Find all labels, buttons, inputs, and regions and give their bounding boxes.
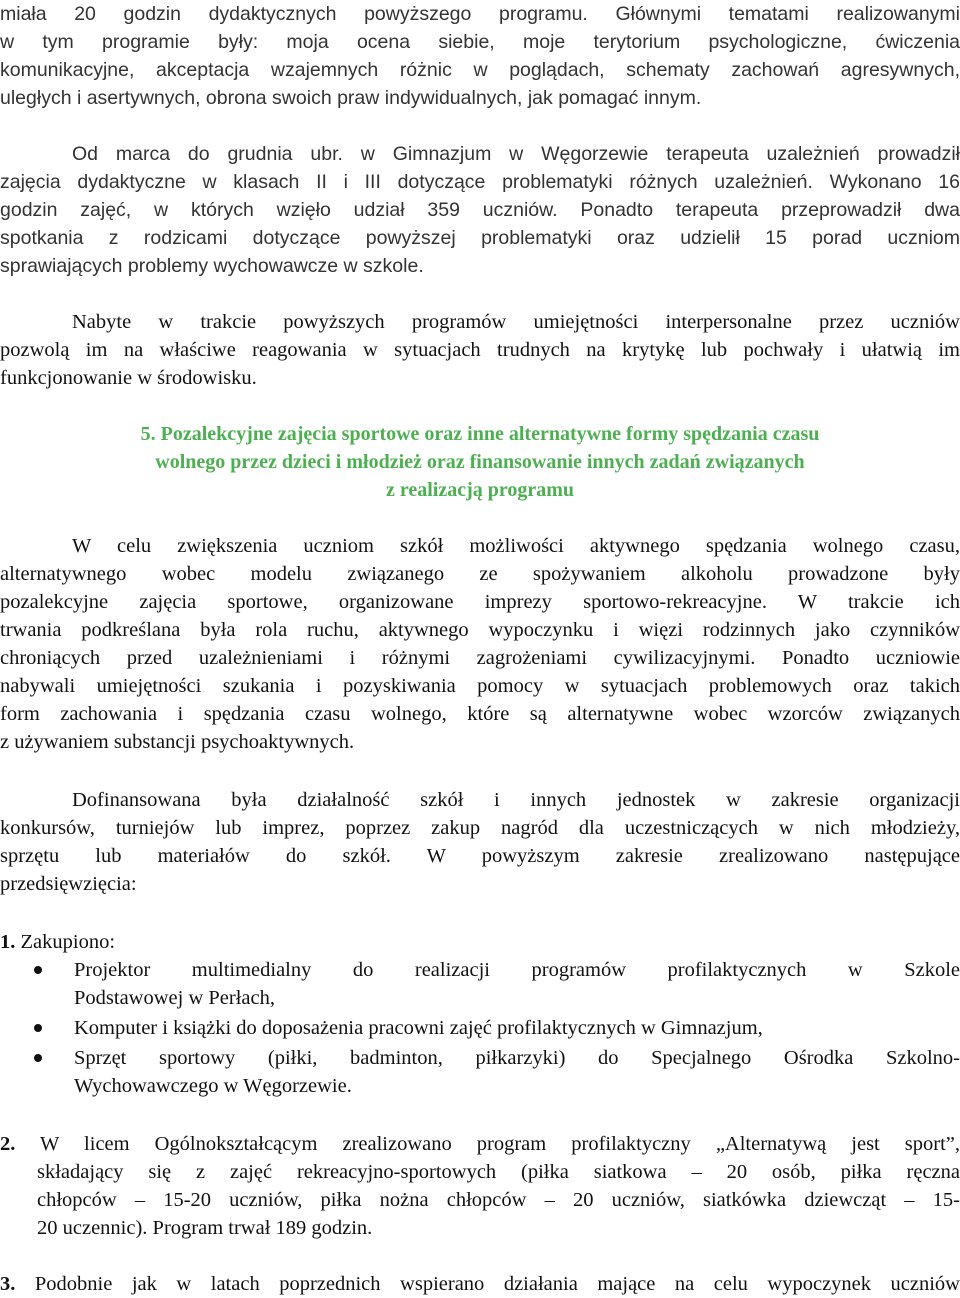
bullet-line: Podstawowej w Perłach, <box>74 987 275 1009</box>
paragraph-line: przedsięwzięcia: <box>0 873 137 895</box>
paragraph-line: Dofinansowana była działalność szkół i innych jednostek w zakresie organizacji <box>72 789 960 811</box>
section-heading: wolnego przez dzieci i młodzież oraz finansowanie innych zadań związanych <box>155 451 805 473</box>
text-line: miała 20 godzin dydaktycznych powyższego programu. Głównymi tematami realizowanymi <box>0 3 960 25</box>
bullet-line: Komputer i książki do doposażenia pracowni zajęć profilaktycznych w Gimnazjum, <box>74 1017 763 1039</box>
bullet-line: Sprzęt sportowy (piłki, badminton, piłkarzyki) do Specjalnego Ośrodka Szkolno- <box>74 1047 960 1069</box>
section-heading: z realizacją programu <box>385 479 575 501</box>
item-number: 3. <box>0 1273 16 1295</box>
numbered-item-2 <box>0 1130 960 1158</box>
item-number: 2. <box>0 1133 16 1155</box>
numbered-item-3 <box>0 1270 960 1298</box>
item-text: W licem Ogólnokształcącym zrealizowano program profilaktyczny „Alternatywą jest sport”, <box>15 1133 960 1155</box>
paragraph-line: pozalekcyjne zajęcia sportowe, organizowane imprezy sportowo-rekreacyjne. W trakcie ich <box>0 591 960 613</box>
bullet-icon <box>34 1024 42 1032</box>
numbered-item-1 <box>0 928 960 956</box>
bullet-line: Wychowawczego w Węgorzewie. <box>74 1075 352 1097</box>
paragraph-line: sprzętu lub materiałów do szkół. W powyższym zakresie zrealizowano następujące <box>0 845 960 867</box>
item-line: 20 uczennic). Program trwał 189 godzin. <box>37 1217 373 1239</box>
paragraph-line: Od marca do grudnia ubr. w Gimnazjum w Węgorzewie terapeuta uzależnień prowadził <box>72 143 960 165</box>
paragraph-line: spotkania z rodzicami dotyczące powyższej problematyki oraz udzielił 15 porad uczniom <box>0 227 960 249</box>
paragraph-line: form zachowania i spędzania czasu wolnego, które są alternatywne wobec wzorców związanych <box>0 703 960 725</box>
bullet-icon <box>34 1054 42 1062</box>
paragraph-line: konkursów, turniejów lub imprez, poprzez zakup nagród dla uczestniczących w nich młodzieży, <box>0 817 960 839</box>
paragraph-line: zajęcia dydaktyczne w klasach II i III dotyczące problematyki różnych uzależnień. Wykonano 16 <box>0 171 960 193</box>
paragraph-line: trwania podkreślana była rola ruchu, aktywnego wypoczynku i więzi rodzinnych jako czynników <box>0 619 960 641</box>
bullet-icon <box>34 966 42 974</box>
bullet-line: Projektor multimedialny do realizacji programów profilaktycznych w Szkole <box>74 959 960 981</box>
item-line: chłopców – 15-20 uczniów, piłka nożna chłopców – 20 uczniów, siatkówka dziewcząt – 15- <box>37 1189 960 1211</box>
section-heading: 5. Pozalekcyjne zajęcia sportowe oraz inne alternatywne formy spędzania czasu <box>140 423 820 445</box>
paragraph-line: funkcjonowanie w środowisku. <box>0 367 257 389</box>
paragraph-line: z używaniem substancji psychoaktywnych. <box>0 731 355 753</box>
paragraph-line: W celu zwiększenia uczniom szkół możliwości aktywnego spędzania wolnego czasu, <box>72 535 960 557</box>
paragraph-line: godzin zajęć, w których wzięło udział 359 uczniów. Ponadto terapeuta przeprowadził dwa <box>0 199 960 221</box>
text-line: uległych i asertywnych, obrona swoich praw indywidualnych, jak pomagać innym. <box>0 87 702 109</box>
item-text: Podobnie jak w latach poprzednich wspierano działania mające na celu wypoczynek uczniów <box>15 1273 960 1295</box>
paragraph-line: chroniących przed uzależnieniami i różnymi zagrożeniami cywilizacyjnymi. Ponadto uczniowie <box>0 647 960 669</box>
text-line: w tym programie były: moja ocena siebie, moje terytorium psychologiczne, ćwiczenia <box>0 31 960 53</box>
paragraph-line: alternatywnego wobec modelu związanego ze spożywaniem alkoholu prowadzone były <box>0 563 960 585</box>
item-text: Zakupiono: <box>15 931 116 953</box>
paragraph-line: nabywali umiejętności szukania i pozyskiwania pomocy w sytuacjach problemowych oraz takich <box>0 675 960 697</box>
item-line: składający się z zajęć rekreacyjno-sportowych (piłka siatkowa – 20 osób, piłka ręczna <box>37 1161 960 1183</box>
item-number: 1. <box>0 931 16 953</box>
paragraph-line: Nabyte w trakcie powyższych programów umiejętności interpersonalne przez uczniów <box>72 311 960 333</box>
paragraph-line: sprawiających problemy wychowawcze w szkole. <box>0 255 424 277</box>
paragraph-line: pozwolą im na właściwe reagowania w sytuacjach trudnych na krytykę lub pochwały i ułatwią im <box>0 339 960 361</box>
text-line: komunikacyjne, akceptacja wzajemnych różnic w poglądach, schematy zachowań agresywnych, <box>0 59 960 81</box>
